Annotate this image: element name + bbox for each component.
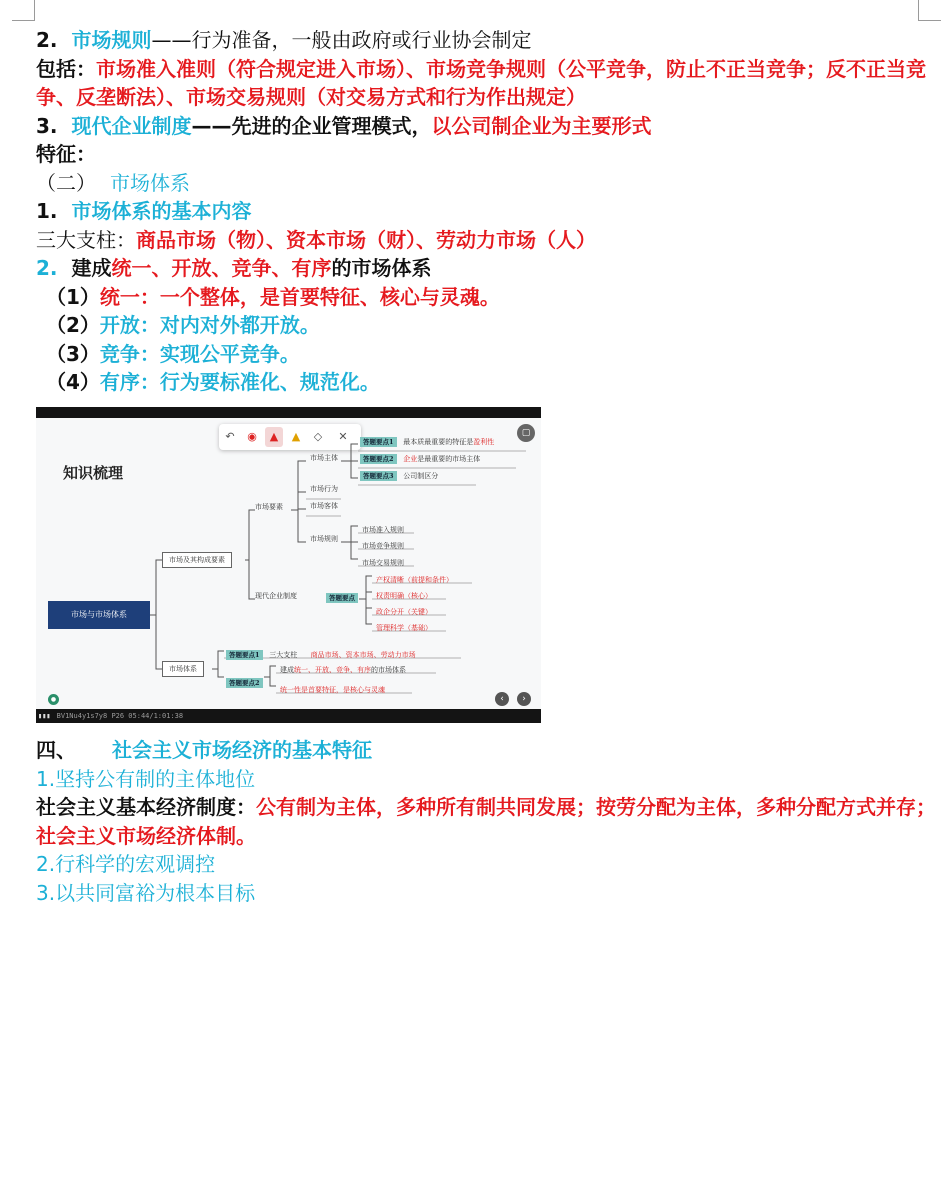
mindmap-node: 市场要素 [255, 503, 283, 511]
mindmap-leaf: 市场竞争规则 [362, 542, 404, 550]
highlight-text: 以公司制企业为主要形式 [431, 113, 652, 138]
next-page-icon[interactable]: › [517, 692, 531, 706]
mindmap-node: 市场主体 [310, 454, 338, 462]
mindmap-node: 市场客体 [310, 502, 338, 510]
line-includes [36, 55, 936, 112]
leaf-text: 的市场体系 [371, 666, 406, 674]
fullscreen-icon[interactable]: ▢ [517, 424, 535, 442]
list-text: 统一：一个整体，是首要特征、核心与灵魂。 [99, 284, 500, 309]
mindmap-leaf [360, 437, 494, 447]
section-number: （二） [36, 170, 96, 195]
player-logo-icon: ▮▮▮ [38, 712, 51, 720]
prev-page-icon[interactable]: ‹ [495, 692, 509, 706]
leaf-highlight: 商品市场、资本市场、劳动力市场 [310, 651, 416, 659]
mindmap-node: 市场体系 [162, 661, 204, 677]
eraser-icon[interactable]: ◇ [313, 430, 323, 443]
line-three-pillars [36, 226, 936, 255]
video-bottom-bar [36, 709, 541, 723]
pillars-label: 三大支柱： [36, 227, 136, 252]
highlighter-icon[interactable]: ▲ [291, 430, 301, 443]
mindmap-tag [226, 678, 263, 687]
line-macro-control: 2.行科学的宏观调控 [36, 852, 216, 876]
subsection-title: 市场体系的基本内容 [71, 199, 252, 223]
mindmap-leaf: 权责明确（核心） [376, 592, 432, 600]
mindmap-leaf [280, 665, 406, 675]
item-number: 2. [36, 28, 58, 52]
line-basic-economic-system [36, 793, 936, 850]
item-number: 2. [36, 256, 58, 280]
system-content: 公有制为主体，多种所有制共同发展；按劳分配为主体，多种分配方式并存；社会主义市场经济体制。 [36, 795, 936, 848]
leaf-highlight: 企业 [403, 455, 418, 463]
mindmap-tag [326, 593, 358, 602]
mindmap-node: 市场规则 [310, 535, 338, 543]
term-modern-enterprise: 现代企业制度 [71, 113, 192, 138]
mindmap-leaf: 产权清晰（前提和条件） [376, 576, 453, 584]
leaf-text: 公司制区分 [403, 472, 439, 480]
answer-tag: 答题要点2 [226, 678, 263, 688]
mindmap-node: 市场及其构成要素 [162, 552, 232, 568]
corner-mark-left [12, 0, 35, 21]
term-market-rules: 市场规则 [71, 28, 152, 52]
video-top-bar [36, 407, 541, 418]
mindmap-node: 市场行为 [310, 485, 338, 493]
mindmap-leaf: 管理科学（基础） [376, 624, 432, 632]
list-number: （2） [46, 313, 100, 337]
line-modern-enterprise [36, 112, 936, 141]
corner-mark-right [918, 0, 941, 21]
list-item [36, 340, 936, 369]
list-number: （3） [46, 341, 100, 366]
section-heading-socialist-market [36, 736, 936, 765]
leaf-highlight: 盈利性 [473, 438, 495, 446]
answer-tag: 答题要点3 [360, 471, 397, 481]
line-public-ownership: 1.坚持公有制的主体地位 [36, 766, 256, 791]
system-label: 社会主义基本经济制度： [36, 795, 256, 819]
list-number: （1） [46, 284, 100, 309]
item-number: 3. [36, 113, 58, 138]
mindmap-leaf: 市场准入规则 [362, 526, 404, 534]
close-icon[interactable]: ✕ [338, 430, 348, 443]
section-title: 市场体系 [110, 170, 190, 195]
mindmap-node: 现代企业制度 [255, 592, 297, 600]
line-basic-content [36, 197, 936, 226]
definition-text: ——先进的企业管理模式， [191, 113, 432, 138]
undo-icon[interactable]: ↶ [225, 430, 235, 443]
mindmap-leaf [360, 471, 438, 481]
leaf-text: 是最重要的市场主体 [417, 455, 481, 463]
list-item [36, 368, 936, 397]
document-lower [36, 736, 936, 907]
record-icon[interactable]: ◉ [247, 430, 257, 443]
build-pre: 建成 [71, 256, 112, 280]
section-title: 社会主义市场经济的基本特征 [112, 738, 372, 762]
includes-label: 包括： [36, 56, 96, 81]
leaf-text: 建成 [280, 666, 294, 674]
list-item [36, 311, 936, 340]
line-market-rules [36, 26, 936, 55]
pillars-content: 商品市场（物）、资本市场（财）、劳动力市场（人） [136, 227, 596, 252]
video-timestamp: BV1Nu4y1s7y8 P26 05:44/1:01:38 [56, 712, 184, 720]
section-heading-market-system [36, 169, 936, 198]
leaf-highlight: 统一、开放、竞争、有序 [294, 666, 371, 674]
build-highlight: 统一、开放、竞争、有序 [111, 256, 332, 280]
status-dot-icon: ● [48, 694, 59, 705]
list-text: 有序：行为要标准化、规范化。 [99, 370, 380, 394]
includes-content: 市场准入准则（符合规定进入市场）、市场竞争规则（公平竞争，防止不正当竞争；反不正当竞争、反垄断法）、市场交易规则（对交易方式和行为作出规定） [36, 56, 926, 109]
item-number: 1. [36, 199, 58, 223]
video-screenshot [36, 407, 541, 723]
mindmap-leaf [360, 454, 480, 464]
section-number: 四、 [36, 738, 76, 762]
mindmap-leaf: 市场交易规则 [362, 559, 404, 567]
list-number: （4） [46, 370, 100, 394]
list-text: 开放：对内对外都开放。 [99, 313, 320, 337]
mindmap-root: 市场与市场体系 [48, 601, 150, 629]
mindmap-leaf [226, 650, 416, 660]
answer-tag: 答题要点1 [226, 650, 263, 660]
pen-icon[interactable]: ▲ [265, 427, 283, 447]
definition-text: ——行为准备，一般由政府或行业协会制定 [151, 28, 532, 52]
mindmap-title: 知识梳理 [63, 464, 124, 482]
leaf-text: 三大支柱 [269, 651, 298, 659]
list-item [36, 283, 936, 312]
list-text: 竞争：实现公平竞争。 [99, 341, 300, 366]
line-build-system [36, 254, 936, 283]
leaf-text: 最本质最重要的特征是 [403, 438, 474, 446]
document-upper [36, 26, 936, 397]
line-common-prosperity: 3.以共同富裕为根本目标 [36, 880, 256, 905]
mindmap-leaf: 政企分开（关键） [376, 608, 432, 616]
answer-tag: 答题要点 [326, 593, 358, 603]
answer-tag: 答题要点1 [360, 437, 397, 447]
video-screen [36, 418, 541, 709]
build-post: 的市场体系 [331, 256, 432, 280]
answer-tag: 答题要点2 [360, 454, 397, 464]
mindmap-leaf: 统一性是首要特征，是核心与灵魂 [280, 686, 385, 694]
line-features: 特征： [36, 142, 96, 166]
